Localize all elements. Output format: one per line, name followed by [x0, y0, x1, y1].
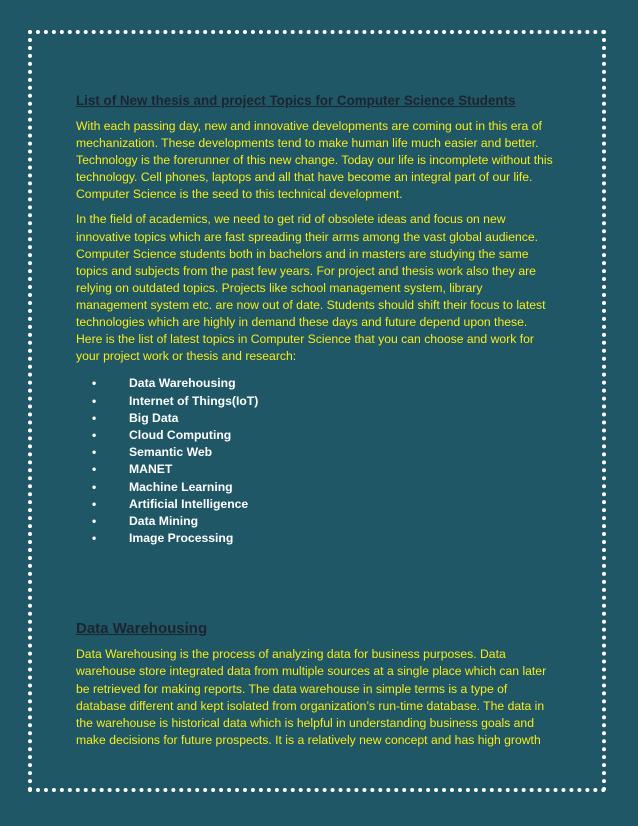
intro-paragraph: With each passing day, new and innovative developments are coming out in this era of mechanization. These developments tend to make human life much easier and better. Technology is the forerunner of this new change. Today our life is incomplete without this technology. Cell phones, laptops and all that have become an integral part of our life. Computer Science is the seed to this technical development.: [76, 119, 553, 202]
topic-label: Cloud Computing: [129, 427, 232, 442]
list-item: [92, 427, 554, 444]
topic-label: Internet of Things(IoT): [129, 393, 259, 408]
bullet-icon: •: [92, 531, 97, 546]
list-item: [92, 444, 554, 461]
topics-list: [76, 375, 554, 547]
list-item: [92, 375, 554, 392]
bullet-icon: •: [92, 410, 97, 425]
list-item: [92, 513, 554, 530]
topic-label: Semantic Web: [129, 445, 213, 460]
section-heading: Data Warehousing: [76, 620, 208, 638]
document-body: [76, 92, 554, 757]
list-item: [92, 479, 554, 496]
topic-label: Data Mining: [129, 513, 199, 528]
topic-label: Data Warehousing: [129, 376, 236, 391]
bullet-icon: •: [92, 496, 97, 511]
topic-label: Artificial Intelligence: [129, 496, 249, 511]
list-item: [92, 461, 554, 478]
bullet-icon: •: [92, 427, 97, 442]
list-item: [92, 410, 554, 427]
bullet-icon: •: [92, 393, 97, 408]
topic-label: MANET: [129, 462, 173, 477]
section-paragraph: Data Warehousing is the process of analyzing data for business purposes. Data warehouse store integrated data from multiple sources at a single place which can later be retrieved for making reports. The data warehouse in simple terms is a type of database different and kept isolated from organization’s run-time database. The data in the warehouse is historical data which is helpful in understanding business goals and make decisions for future prospects. It is a relatively new concept and has high growth: [76, 647, 547, 747]
bullet-icon: •: [92, 376, 97, 391]
document-title: List of New thesis and project Topics for Computer Science Students: [76, 93, 516, 108]
list-item: [92, 530, 554, 547]
topic-label: Image Processing: [129, 531, 234, 546]
topic-label: Big Data: [129, 410, 179, 425]
bullet-icon: •: [92, 513, 97, 528]
list-item: [92, 496, 554, 513]
academics-paragraph: In the field of academics, we need to get rid of obsolete ideas and focus on new innovative topics which are fast spreading their arms among the vast global audience. Computer Science students both in bachelors and in masters are studying the same topics and subjects from the past few years. For project and thesis work also they are relying on outdated topics. Projects like school management system, library management system etc. are now out of date. Students should shift their focus to latest technologies which are highly in demand these days and future depend upon these. Here is the list of latest topics in Computer Science that you can choose and work for your project work or thesis and research:: [76, 212, 546, 364]
topic-label: Machine Learning: [129, 479, 233, 494]
list-item: [92, 393, 554, 410]
bullet-icon: •: [92, 479, 97, 494]
bullet-icon: •: [92, 445, 97, 460]
bullet-icon: •: [92, 462, 97, 477]
